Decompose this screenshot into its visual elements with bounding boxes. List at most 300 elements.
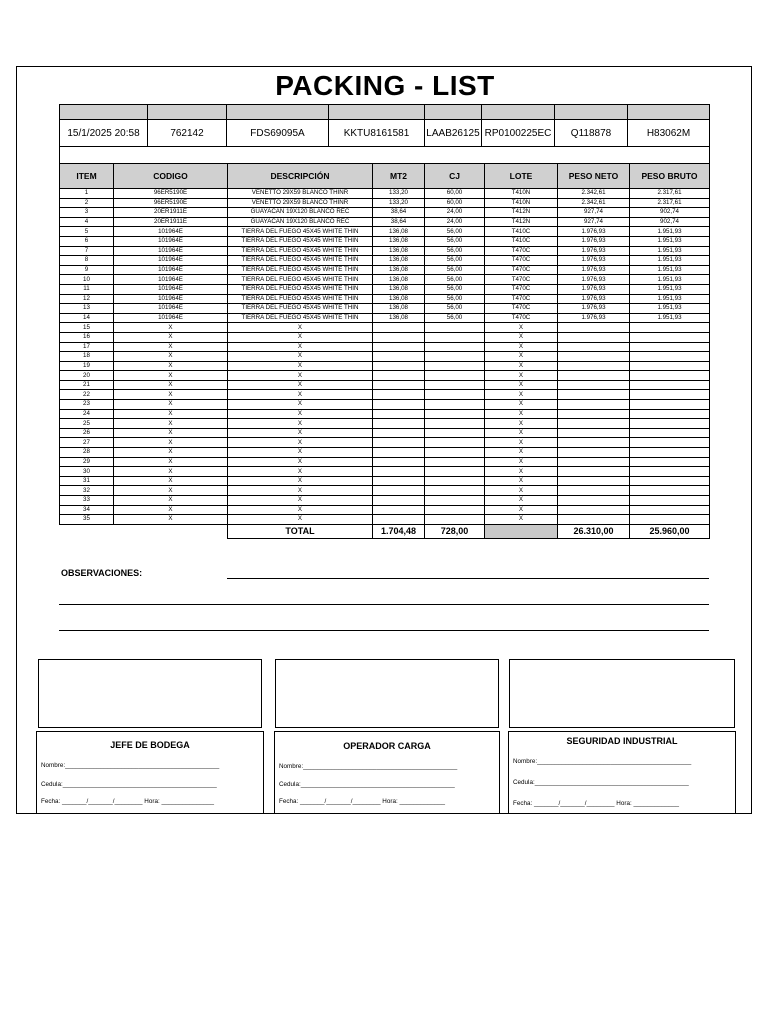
total-peso-bruto: 25.960,00	[630, 524, 710, 538]
fecha-hora-field[interactable]: Fecha: _______/_______/________ Hora: _____________	[513, 800, 679, 807]
descripcion-cell: X	[228, 332, 373, 342]
header-ref-5: RP0100225EC	[482, 120, 555, 147]
descripcion-cell: TIERRA DEL FUEGO 45X45 WHITE THIN	[228, 265, 373, 275]
peso-bruto-cell	[630, 400, 710, 410]
header-ref-7: H83062M	[628, 120, 710, 147]
codigo-cell: X	[114, 390, 228, 400]
item-cell: 33	[60, 496, 114, 506]
signature-title: SEGURIDAD INDUSTRIAL	[566, 736, 678, 746]
descripcion-cell: TIERRA DEL FUEGO 45X45 WHITE THIN	[228, 313, 373, 323]
item-cell: 18	[60, 352, 114, 362]
peso-bruto-cell	[630, 428, 710, 438]
signature-stamp-box-1	[38, 659, 262, 728]
codigo-cell: 101964E	[114, 275, 228, 285]
total-lote	[485, 524, 558, 538]
table-row	[60, 496, 710, 506]
codigo-cell: X	[114, 323, 228, 333]
cedula-field[interactable]: Cedula:____________________________________________	[279, 781, 455, 788]
table-row	[60, 476, 710, 486]
signature-stamp-box-2	[275, 659, 499, 728]
mt2-cell: 136,08	[373, 313, 425, 323]
item-cell: 24	[60, 409, 114, 419]
peso-bruto-cell	[630, 409, 710, 419]
peso-bruto-cell: 1.951,93	[630, 236, 710, 246]
col-peso-neto: PESO NETO	[558, 164, 630, 189]
lote-cell: T470C	[485, 313, 558, 323]
table-row	[60, 409, 710, 419]
lote-cell: T412N	[485, 217, 558, 227]
codigo-cell: X	[114, 448, 228, 458]
nombre-field[interactable]: Nombre:____________________________________________	[279, 763, 458, 770]
col-cj: CJ	[425, 164, 485, 189]
mt2-cell: 136,08	[373, 275, 425, 285]
mt2-cell: 136,08	[373, 294, 425, 304]
table-row	[60, 361, 710, 371]
header-ref-1: 762142	[148, 120, 227, 147]
items-body	[60, 164, 710, 539]
signature-block-jefe-bodega	[36, 731, 264, 814]
mt2-cell	[373, 496, 425, 506]
table-row	[60, 438, 710, 448]
cj-cell: 56,00	[425, 265, 485, 275]
item-cell: 9	[60, 265, 114, 275]
peso-neto-cell	[558, 419, 630, 429]
descripcion-cell: X	[228, 515, 373, 525]
item-cell: 11	[60, 284, 114, 294]
descripcion-cell: X	[228, 438, 373, 448]
descripcion-cell: X	[228, 390, 373, 400]
mt2-cell	[373, 505, 425, 515]
lote-cell: X	[485, 323, 558, 333]
cj-cell	[425, 505, 485, 515]
cj-cell	[425, 400, 485, 410]
peso-neto-cell	[558, 380, 630, 390]
descripcion-cell: X	[228, 448, 373, 458]
observaciones-label: OBSERVACIONES:	[61, 568, 143, 578]
cj-cell	[425, 457, 485, 467]
item-cell: 2	[60, 198, 114, 208]
descripcion-cell: VENETTO 29X59 BLANCO THINR	[228, 189, 373, 199]
lote-cell: T470C	[485, 265, 558, 275]
peso-neto-cell: 1.976,93	[558, 294, 630, 304]
peso-bruto-cell: 1.951,93	[630, 256, 710, 266]
mt2-cell: 133,20	[373, 198, 425, 208]
observaciones-line-2	[59, 604, 709, 605]
item-cell: 8	[60, 256, 114, 266]
item-cell: 23	[60, 400, 114, 410]
cedula-field[interactable]: Cedula:____________________________________________	[513, 779, 689, 786]
signature-block-operador-carga	[274, 731, 500, 814]
item-cell: 7	[60, 246, 114, 256]
descripcion-cell: TIERRA DEL FUEGO 45X45 WHITE THIN	[228, 256, 373, 266]
col-peso-bruto: PESO BRUTO	[630, 164, 710, 189]
codigo-cell: X	[114, 486, 228, 496]
total-row	[60, 524, 710, 538]
col-codigo: CODIGO	[114, 164, 228, 189]
peso-neto-cell: 1.976,93	[558, 275, 630, 285]
mt2-cell	[373, 428, 425, 438]
col-lote: LOTE	[485, 164, 558, 189]
table-row	[60, 515, 710, 525]
item-cell: 20	[60, 371, 114, 381]
peso-neto-cell	[558, 476, 630, 486]
peso-bruto-cell	[630, 505, 710, 515]
cj-cell: 56,00	[425, 294, 485, 304]
item-cell: 16	[60, 332, 114, 342]
codigo-cell: X	[114, 467, 228, 477]
nombre-field[interactable]: Nombre:____________________________________________	[41, 762, 220, 769]
nombre-field[interactable]: Nombre:____________________________________________	[513, 758, 692, 765]
table-row	[60, 313, 710, 323]
observaciones-line-1	[227, 578, 709, 579]
col-descripcion: DESCRIPCIÓN	[228, 164, 373, 189]
peso-bruto-cell: 1.951,93	[630, 294, 710, 304]
table-row	[60, 371, 710, 381]
peso-neto-cell	[558, 467, 630, 477]
total-empty-cell	[114, 524, 228, 538]
descripcion-cell: TIERRA DEL FUEGO 45X45 WHITE THIN	[228, 246, 373, 256]
mt2-cell	[373, 361, 425, 371]
mt2-cell	[373, 380, 425, 390]
cedula-field[interactable]: Cedula:____________________________________________	[41, 781, 217, 788]
codigo-cell: X	[114, 515, 228, 525]
codigo-cell: 20ER1911E	[114, 217, 228, 227]
table-row	[60, 486, 710, 496]
item-cell: 6	[60, 236, 114, 246]
codigo-cell: X	[114, 352, 228, 362]
table-row	[60, 400, 710, 410]
mt2-cell	[373, 409, 425, 419]
mt2-cell	[373, 400, 425, 410]
peso-neto-cell	[558, 332, 630, 342]
header-blank-row	[60, 147, 710, 164]
item-cell: 5	[60, 227, 114, 237]
cj-cell	[425, 409, 485, 419]
cj-cell	[425, 390, 485, 400]
peso-bruto-cell: 2.317,61	[630, 189, 710, 199]
page-title: PACKING - LIST	[275, 70, 495, 101]
peso-bruto-cell	[630, 496, 710, 506]
peso-neto-cell	[558, 448, 630, 458]
peso-neto-cell	[558, 342, 630, 352]
cj-cell: 60,00	[425, 189, 485, 199]
item-cell: 1	[60, 189, 114, 199]
codigo-cell: 101964E	[114, 294, 228, 304]
mt2-cell: 136,08	[373, 246, 425, 256]
descripcion-cell: X	[228, 476, 373, 486]
item-cell: 15	[60, 323, 114, 333]
table-row	[60, 304, 710, 314]
codigo-cell: 101964E	[114, 313, 228, 323]
mt2-cell: 136,08	[373, 256, 425, 266]
total-peso-neto: 26.310,00	[558, 524, 630, 538]
peso-neto-cell	[558, 486, 630, 496]
item-cell: 22	[60, 390, 114, 400]
descripcion-cell: X	[228, 467, 373, 477]
peso-bruto-cell: 1.951,93	[630, 284, 710, 294]
item-cell: 19	[60, 361, 114, 371]
peso-neto-cell	[558, 409, 630, 419]
cj-cell: 24,00	[425, 208, 485, 218]
lote-cell: T470C	[485, 294, 558, 304]
table-row	[60, 505, 710, 515]
fecha-hora-field[interactable]: Fecha: _______/_______/________ Hora: _______________	[41, 798, 214, 805]
table-row	[60, 246, 710, 256]
item-cell: 34	[60, 505, 114, 515]
peso-neto-cell: 2.342,61	[558, 198, 630, 208]
descripcion-cell: TIERRA DEL FUEGO 45X45 WHITE THIN	[228, 236, 373, 246]
peso-bruto-cell	[630, 342, 710, 352]
cj-cell: 56,00	[425, 227, 485, 237]
peso-bruto-cell	[630, 361, 710, 371]
peso-bruto-cell	[630, 476, 710, 486]
codigo-cell: X	[114, 505, 228, 515]
mt2-cell	[373, 457, 425, 467]
total-cj: 728,00	[425, 524, 485, 538]
cj-cell	[425, 486, 485, 496]
lote-cell: X	[485, 390, 558, 400]
signature-title: JEFE DE BODEGA	[110, 740, 190, 750]
lote-cell: X	[485, 419, 558, 429]
mt2-cell	[373, 419, 425, 429]
item-cell: 27	[60, 438, 114, 448]
item-cell: 17	[60, 342, 114, 352]
col-item: ITEM	[60, 164, 114, 189]
peso-bruto-cell	[630, 486, 710, 496]
descripcion-cell: TIERRA DEL FUEGO 45X45 WHITE THIN	[228, 304, 373, 314]
peso-bruto-cell	[630, 371, 710, 381]
cj-cell: 56,00	[425, 275, 485, 285]
lote-cell: X	[485, 515, 558, 525]
mt2-cell	[373, 323, 425, 333]
cj-cell	[425, 515, 485, 525]
item-cell: 29	[60, 457, 114, 467]
lote-cell: T410N	[485, 198, 558, 208]
cj-cell	[425, 496, 485, 506]
peso-bruto-cell: 902,74	[630, 217, 710, 227]
item-cell: 4	[60, 217, 114, 227]
codigo-cell: 96ER5190E	[114, 198, 228, 208]
mt2-cell	[373, 486, 425, 496]
peso-neto-cell	[558, 438, 630, 448]
peso-bruto-cell: 2.317,61	[630, 198, 710, 208]
lote-cell: X	[485, 428, 558, 438]
item-cell: 14	[60, 313, 114, 323]
codigo-cell: X	[114, 409, 228, 419]
cj-cell	[425, 438, 485, 448]
cj-cell	[425, 361, 485, 371]
peso-bruto-cell	[630, 352, 710, 362]
item-cell: 13	[60, 304, 114, 314]
peso-neto-cell: 1.976,93	[558, 256, 630, 266]
codigo-cell: X	[114, 476, 228, 486]
column-header-row	[60, 164, 710, 189]
codigo-cell: X	[114, 457, 228, 467]
cj-cell	[425, 371, 485, 381]
descripcion-cell: X	[228, 486, 373, 496]
mt2-cell	[373, 371, 425, 381]
descripcion-cell: X	[228, 409, 373, 419]
descripcion-cell: X	[228, 361, 373, 371]
descripcion-cell: X	[228, 380, 373, 390]
lote-cell: X	[485, 361, 558, 371]
descripcion-cell: GUAYACAN 19X120 BLANCO REC	[228, 208, 373, 218]
mt2-cell	[373, 352, 425, 362]
descripcion-cell: X	[228, 505, 373, 515]
codigo-cell: X	[114, 380, 228, 390]
descripcion-cell: X	[228, 457, 373, 467]
signature-stamp-box-3	[509, 659, 735, 728]
table-row	[60, 380, 710, 390]
table-row	[60, 467, 710, 477]
lote-cell: T470C	[485, 256, 558, 266]
lote-cell: X	[485, 371, 558, 381]
peso-neto-cell: 1.976,93	[558, 227, 630, 237]
cj-cell: 56,00	[425, 284, 485, 294]
lote-cell: X	[485, 332, 558, 342]
lote-cell: T470C	[485, 304, 558, 314]
codigo-cell: X	[114, 438, 228, 448]
mt2-cell	[373, 515, 425, 525]
descripcion-cell: X	[228, 323, 373, 333]
descripcion-cell: TIERRA DEL FUEGO 45X45 WHITE THIN	[228, 284, 373, 294]
table-row	[60, 294, 710, 304]
table-row	[60, 428, 710, 438]
peso-neto-cell	[558, 323, 630, 333]
mt2-cell: 38,64	[373, 208, 425, 218]
peso-bruto-cell	[630, 390, 710, 400]
cj-cell: 56,00	[425, 256, 485, 266]
mt2-cell: 133,20	[373, 189, 425, 199]
codigo-cell: X	[114, 400, 228, 410]
cj-cell	[425, 476, 485, 486]
lote-cell: X	[485, 467, 558, 477]
fecha-hora-field[interactable]: Fecha: _______/_______/________ Hora: _____________	[279, 798, 445, 805]
item-cell: 3	[60, 208, 114, 218]
header-date: 15/1/2025 20:58	[60, 120, 148, 147]
codigo-cell: X	[114, 342, 228, 352]
codigo-cell: 101964E	[114, 265, 228, 275]
cj-cell	[425, 332, 485, 342]
lote-cell: X	[485, 400, 558, 410]
peso-neto-cell: 1.976,93	[558, 304, 630, 314]
descripcion-cell: GUAYACAN 19X120 BLANCO REC	[228, 217, 373, 227]
table-row	[60, 284, 710, 294]
lote-cell: X	[485, 505, 558, 515]
lote-cell: X	[485, 438, 558, 448]
peso-neto-cell	[558, 515, 630, 525]
cj-cell	[425, 380, 485, 390]
peso-bruto-cell: 1.951,93	[630, 227, 710, 237]
mt2-cell: 136,08	[373, 236, 425, 246]
cj-cell	[425, 448, 485, 458]
descripcion-cell: VENETTO 29X59 BLANCO THINR	[228, 198, 373, 208]
peso-neto-cell: 2.342,61	[558, 189, 630, 199]
table-row	[60, 352, 710, 362]
peso-neto-cell	[558, 428, 630, 438]
cj-cell	[425, 352, 485, 362]
descripcion-cell: TIERRA DEL FUEGO 45X45 WHITE THIN	[228, 227, 373, 237]
mt2-cell	[373, 467, 425, 477]
lote-cell: X	[485, 352, 558, 362]
peso-bruto-cell	[630, 515, 710, 525]
mt2-cell	[373, 448, 425, 458]
cj-cell: 56,00	[425, 236, 485, 246]
item-cell: 28	[60, 448, 114, 458]
peso-neto-cell	[558, 361, 630, 371]
item-cell: 31	[60, 476, 114, 486]
lote-cell: T412N	[485, 208, 558, 218]
codigo-cell: 101964E	[114, 256, 228, 266]
peso-bruto-cell: 1.951,93	[630, 313, 710, 323]
peso-bruto-cell	[630, 457, 710, 467]
packing-list-sheet	[16, 66, 752, 814]
peso-neto-cell: 927,74	[558, 217, 630, 227]
table-row	[60, 390, 710, 400]
codigo-cell: X	[114, 496, 228, 506]
col-mt2: MT2	[373, 164, 425, 189]
table-row	[60, 342, 710, 352]
descripcion-cell: TIERRA DEL FUEGO 45X45 WHITE THIN	[228, 275, 373, 285]
mt2-cell: 136,08	[373, 227, 425, 237]
header-values-row	[60, 120, 710, 147]
peso-neto-cell	[558, 400, 630, 410]
lote-cell: X	[485, 409, 558, 419]
total-mt2: 1.704,48	[373, 524, 425, 538]
shipment-header-table	[59, 104, 710, 164]
codigo-cell: X	[114, 361, 228, 371]
mt2-cell	[373, 332, 425, 342]
item-cell: 30	[60, 467, 114, 477]
peso-bruto-cell	[630, 380, 710, 390]
item-cell: 12	[60, 294, 114, 304]
peso-neto-cell: 927,74	[558, 208, 630, 218]
cj-cell: 56,00	[425, 246, 485, 256]
mt2-cell	[373, 342, 425, 352]
codigo-cell: 96ER5190E	[114, 189, 228, 199]
cj-cell	[425, 467, 485, 477]
table-row	[60, 419, 710, 429]
signature-block-seguridad-industrial	[508, 731, 736, 814]
mt2-cell	[373, 390, 425, 400]
descripcion-cell: X	[228, 352, 373, 362]
mt2-cell	[373, 476, 425, 486]
descripcion-cell: X	[228, 400, 373, 410]
table-row	[60, 256, 710, 266]
codigo-cell: 101964E	[114, 284, 228, 294]
cj-cell	[425, 342, 485, 352]
table-row	[60, 189, 710, 199]
codigo-cell: X	[114, 332, 228, 342]
descripcion-cell: X	[228, 342, 373, 352]
table-row	[60, 323, 710, 333]
table-row	[60, 265, 710, 275]
mt2-cell: 136,08	[373, 284, 425, 294]
item-cell: 32	[60, 486, 114, 496]
mt2-cell: 38,64	[373, 217, 425, 227]
lote-cell: T410C	[485, 236, 558, 246]
peso-neto-cell: 1.976,93	[558, 236, 630, 246]
lote-cell: X	[485, 342, 558, 352]
codigo-cell: 101964E	[114, 246, 228, 256]
cj-cell	[425, 419, 485, 429]
lote-cell: X	[485, 476, 558, 486]
peso-bruto-cell	[630, 323, 710, 333]
peso-bruto-cell	[630, 332, 710, 342]
codigo-cell: X	[114, 371, 228, 381]
item-cell: 35	[60, 515, 114, 525]
cj-cell	[425, 428, 485, 438]
